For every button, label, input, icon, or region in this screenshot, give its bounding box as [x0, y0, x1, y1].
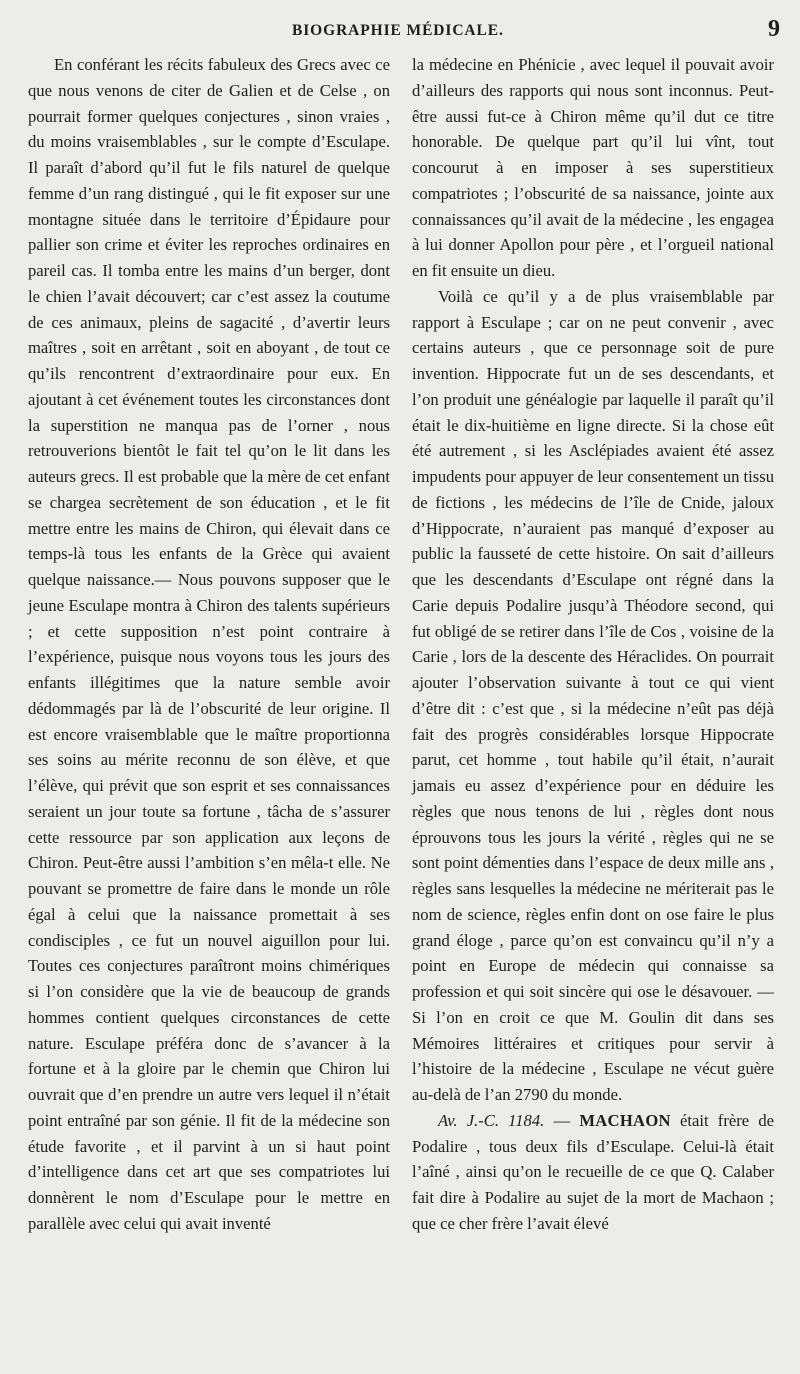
entry-date: Av. J.-C. 1184. [438, 1110, 545, 1130]
paragraph: Voilà ce qu’il y a de plus vraisemblable par rapport à Esculape ; car on ne peut convenir , avec certains auteurs , que ce personnage soit de pure invention. Hippocrate fut un de ses descendants, et l’on produit une généalogie par laquelle il paraît qu’il était le dix-huitième en ligne directe. Si la chose eût été autrement , si les Asclépiades avaient été assez impudents pour appuyer de leur consentement un tissu de fictions , les médecins de l’île de Cnide, jaloux d’Hippocrate, n’auraient pas manqué d’exposer au public la fausseté de cette histoire. On sait d’ailleurs que les descendants d’Esculape ont régné dans la Carie depuis Podalire jusqu’à Théodore second, qui fut obligé de se retirer dans l’île de Cos , voisine de la Carie , lors de la descente des Héraclides. On pourrait ajouter l’observation suivante à tout ce qui vient d’être dit : c’est que , si la médecine n’eût pas déjà fait des progrès considérables lorsque Hippocrate parut, cet homme , tout habile qu’il était, n’aurait jamais eu assez d’expérience pour en déduire les règles que nous tenons de lui , règles dont nous éprouvons tous les jours la vérité , règles qui ne se sont point démenties dans l’espace de deux mille ans , règles sans lesquelles la médecine ne mériterait pas le nom de science, règles enfin dont on ose faire le plus grand éloge , parce qu’on est convaincu qu’il n’y a point en Europe de médecin qui connaisse sa profession et qui soit sincère qui ose le désavouer. — Si l’on en croit ce que M. Goulin dit dans ses Mémoires littéraires et critiques pour servir à l’histoire de la médecine , Esculape ne vécut guère au-delà de l’an 2790 du monde. [412, 286, 774, 1104]
running-head [0, 14, 800, 44]
paragraph: la médecine en Phénicie , avec lequel il pouvait avoir d’ailleurs des rapports qui nous sont inconnus. Peut-être aussi fut-ce à Chiron même qu’il dut ce titre honorable. De quelque part qu’il lui vînt, tout concourut à en imposer à ses superstitieux compatriotes ; l’obscurité de sa naissance, jointe aux connaissances qu’il avait de la médecine , les engagea à lui donner Apollon pour père , et l’orgueil national en fit ensuite un dieu. [412, 55, 774, 280]
right-column [412, 52, 774, 1237]
left-column [28, 52, 390, 1237]
entry-text: était frère de Podalire , tous deux fils d’Esculape. Celui-là était l’aîné , ainsi qu’on le recueille de ce que Q. Calaber fait dire à Podalire au sujet de la mort de Machaon ; que ce cher frère l’avait élevé [412, 1110, 774, 1233]
running-title: BIOGRAPHIE MÉDICALE. [292, 22, 504, 39]
biography-entry [412, 1108, 774, 1237]
entry-dash: — [544, 1110, 580, 1130]
paragraph: En conférant les récits fabuleux des Grecs avec ce que nous venons de citer de Galien et de Celse , on pourrait former quelques conjectures , sinon vraies , du moins vraisemblables , sur le compte d’Esculape. Il paraît d’abord qu’il fut le fils naturel de quelque femme d’un rang distingué , qui le fit exposer sur une montagne située dans le territoire d’Épidaure pour pallier son crime et éviter les reproches ordinaires en pareil cas. Il tomba entre les mains d’un berger, dont le chien l’avait découvert; car c’est assez la coutume de ces animaux, pleins de sagacité , d’avertir leurs maîtres , soit en arrêtant , soit en aboyant , de tout ce qu’ils rencontrent d’extraordinaire pour eux. En ajoutant à cet événement toutes les circonstances dont la superstition ne manqua pas de l’orner , nous retrouverions bientôt le fait tel qu’on le lit dans les auteurs grecs. Il est probable que la mère de cet enfant se chargea secrètement de son éducation , et le fit mettre entre les mains de Chiron, qui élevait dans ce temps-là tous les enfants de la Grèce qui avaient quelque naissance.— Nous pouvons supposer que le jeune Esculape montra à Chiron des talents supérieurs ; et cette supposition n’est point contraire à l’expérience, puisque nous voyons tous les jours des enfants illégitimes que la nature semble avoir dédommagés par là de l’obscurité de leur origine. Il est encore vraisemblable que le maître proportionna ses soins au mérite reconnu de son élève, et que l’élève, qui prévit que son esprit et ses connaissances seraient un jour toute sa fortune , tâcha de s’assurer cette ressource par son application aux leçons de Chiron. Peut-être aussi l’ambition s’en mêla-t elle. Ne pouvant se promettre de faire dans le monde un rôle égal à celui que la naissance promettait à ses condisciples , ce fut un nouvel aiguillon pour lui. Toutes ces conjectures paraîtront moins chimériques si l’on considère que la vie de beaucoup de grands hommes contient quelques circonstances de cette nature. Esculape préféra donc de s’avancer à la fortune et à la gloire par le chemin que Chiron lui ouvrait que d’en prendre un autre vers lequel il n’était point entraîné par son génie. Il fit de la médecine son étude favorite , et il parvint à un si haut point d’intelligence dans cet art que ses compatriotes lui donnèrent le nom d’Esculape pour le mettre en parallèle avec celui qui avait inventé [28, 55, 390, 1233]
entry-name: MACHAON [579, 1110, 671, 1130]
page-number: 9 [768, 16, 780, 42]
